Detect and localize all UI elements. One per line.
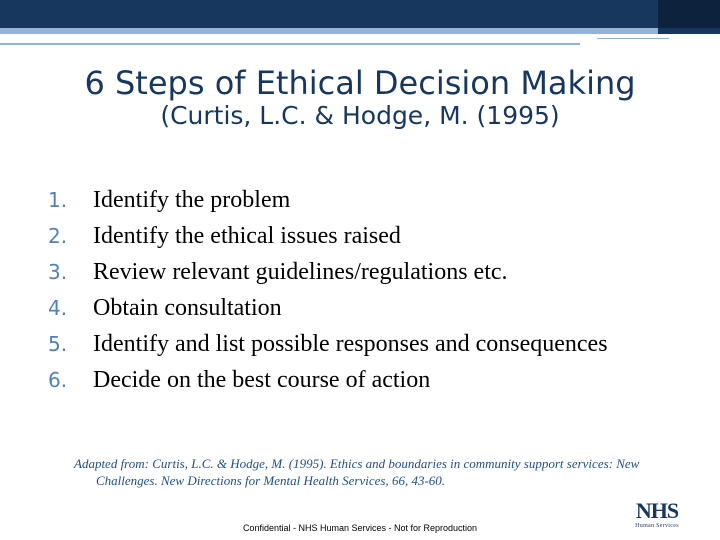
footer-confidential: Confidential - NHS Human Services - Not for Reproduction [242,523,478,533]
accent-line [0,43,580,45]
step-number: 2. [48,224,68,248]
step-number: 5. [48,332,68,356]
logo-text: Human Services [635,523,679,529]
step-text: Identify the ethical issues raised [93,223,401,249]
title-main: 6 Steps of Ethical Decision Making [84,64,636,102]
nhs-logo [628,500,686,536]
top-banner [0,0,720,28]
slide-title [30,66,690,130]
list-item [48,182,678,218]
step-text: Identify and list possible responses and consequences [93,331,608,357]
logo-mark: NHS [635,498,679,523]
list-item [48,362,678,398]
step-text: Obtain consultation [93,295,282,321]
list-item [48,254,678,290]
list-item [48,326,678,362]
citation [74,455,674,489]
list-item [48,218,678,254]
step-number: 4. [48,296,68,320]
top-banner-corner [658,0,720,28]
step-text: Identify the problem [93,187,291,213]
step-number: 1. [48,188,68,212]
step-number: 3. [48,260,68,284]
steps-list [48,182,678,398]
top-stripe [0,28,720,34]
citation-text: Adapted from: Curtis, L.C. & Hodge, M. (1995). Ethics and boundaries in community support services: New Challenges. New Directions for Mental Health Services, 66, 43-60. [74,456,640,488]
accent-line-short [597,38,669,39]
step-number: 6. [48,368,68,392]
list-item [48,290,678,326]
title-subtitle: (Curtis, L.C. & Hodge, M. (1995) [160,100,560,130]
step-text: Decide on the best course of action [93,367,431,393]
top-stripe-corner [658,28,720,34]
step-text: Review relevant guidelines/regulations etc. [93,259,508,285]
